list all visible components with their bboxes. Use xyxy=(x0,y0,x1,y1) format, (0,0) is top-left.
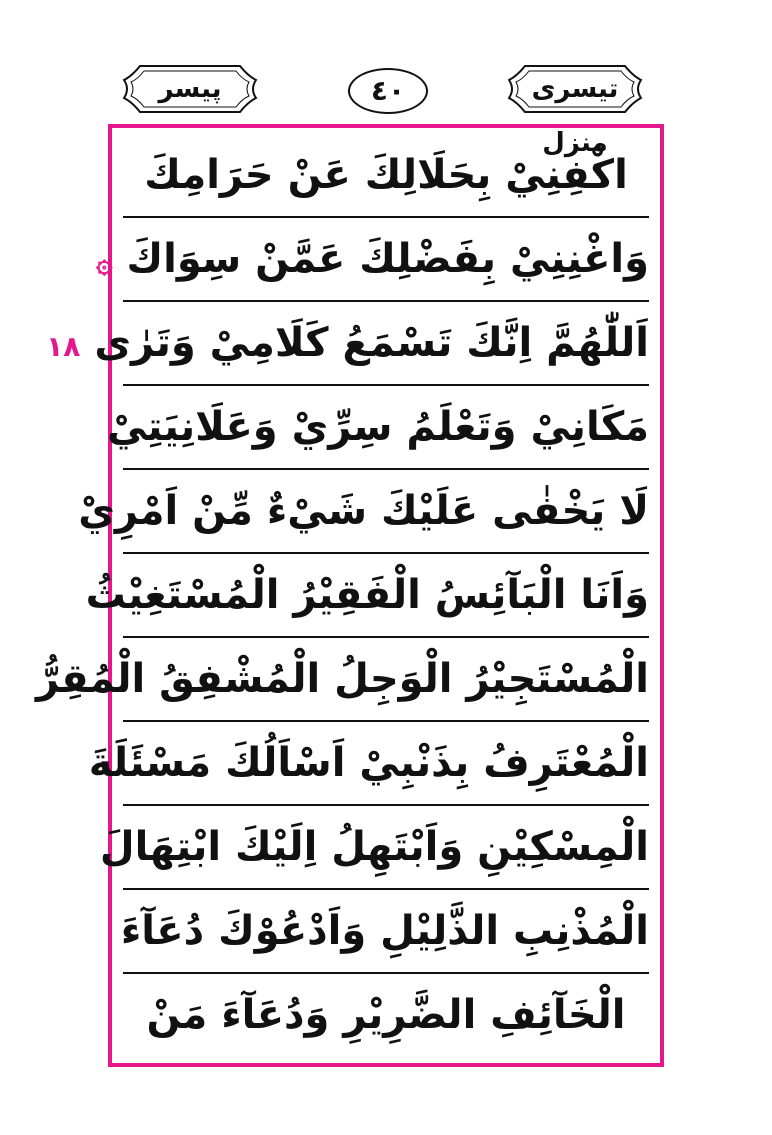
page-number: ٤٠ xyxy=(348,68,428,114)
text-line: اكْفِنِيْ بِحَلَالِكَ عَنْ حَرَامِكَ xyxy=(123,132,649,218)
text-line: الْمُعْتَرِفُ بِذَنْبِيْ اَسْاَلُكَ مَسْئَلَةَ xyxy=(123,720,649,806)
manzil-title: تیسری منزل xyxy=(531,74,619,158)
text-frame xyxy=(35,124,664,1067)
text-line: الْخَآئِفِ الضَّرِيْرِ وَدُعَآءَ مَنْ xyxy=(146,992,626,1038)
text-line: اَللّٰهُمَّ اِنَّكَ تَسْمَعُ كَلَامِيْ وَتَرٰى ١٨ xyxy=(123,300,649,386)
section-title: پیسر xyxy=(158,74,222,104)
text-line: لَا يَخْفٰى عَلَيْكَ شَيْءٌ مِّنْ اَمْرِيْ xyxy=(123,468,649,554)
page-header xyxy=(0,0,772,158)
section-title-cartouche xyxy=(120,62,260,116)
manzil-title-cartouche xyxy=(505,62,645,158)
ruku-mark-icon: ١٨ xyxy=(46,330,81,363)
text-line: وَاغْنِنِيْ بِفَضْلِكَ عَمَّنْ سِوَاكَ ۞ xyxy=(123,216,649,302)
text-line: مَكَانِيْ وَتَعْلَمُ سِرِّيْ وَعَلَانِيَتِيْ xyxy=(123,384,649,470)
text-line: الْمُسْتَجِيْرُ الْوَجِلُ الْمُشْفِقُ الْمُقِرُّ xyxy=(123,636,649,722)
verse-end-mark-icon: ۞ xyxy=(96,246,113,279)
text-line: الْمِسْكِيْنِ وَاَبْتَهِلُ اِلَيْكَ ابْتِهَالَ xyxy=(123,804,649,890)
text-lines xyxy=(35,132,649,1059)
text-line: وَاَنَا الْبَآئِسُ الْفَقِيْرُ الْمُسْتَغِيْثُ xyxy=(123,552,649,638)
text-line: الْمُذْنِبِ الذَّلِيْلِ وَاَدْعُوْكَ دُعَآءَ xyxy=(123,888,649,974)
